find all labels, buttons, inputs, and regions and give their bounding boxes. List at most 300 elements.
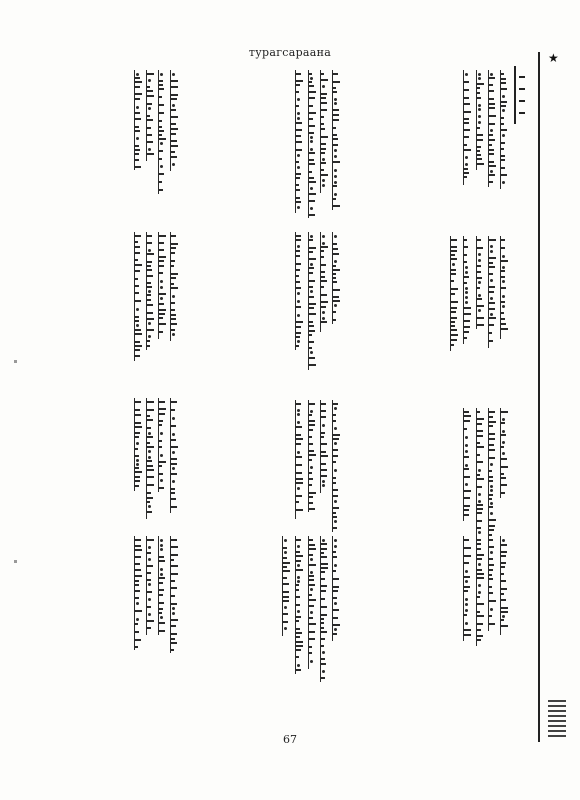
glyph-stroke [490, 313, 493, 316]
glyph-stroke [296, 478, 303, 480]
glyph-stroke [333, 449, 338, 451]
glyph-stroke [478, 469, 481, 472]
scan-mark [14, 360, 17, 363]
glyph-stroke [296, 189, 300, 191]
glyph-stroke [159, 420, 163, 422]
glyph-stroke [321, 256, 324, 258]
glyph-stroke [147, 476, 154, 478]
text-column [282, 536, 292, 636]
glyph-stroke [489, 564, 494, 566]
glyph-stroke [135, 575, 142, 577]
glyph-stroke [333, 489, 338, 491]
glyph-stroke [451, 250, 457, 252]
glyph-stroke [135, 414, 141, 416]
glyph-stroke [477, 127, 480, 129]
glyph-stroke [490, 512, 493, 515]
glyph-stroke [465, 464, 468, 467]
glyph-stroke [464, 456, 469, 458]
text-column [158, 536, 168, 635]
text-column [170, 398, 180, 513]
glyph-stroke [501, 611, 508, 613]
glyph-stroke [135, 590, 140, 592]
glyph-stroke [321, 152, 325, 154]
glyph-stroke [309, 420, 315, 422]
glyph-stroke [309, 539, 313, 541]
glyph-stroke [159, 473, 163, 475]
glyph-stroke [477, 504, 483, 506]
text-column [146, 232, 156, 350]
glyph-stroke [160, 573, 163, 576]
glyph-stroke [501, 588, 507, 590]
glyph-stroke [321, 169, 324, 171]
glyph-stroke [309, 286, 313, 288]
glyph-stroke [159, 150, 163, 152]
glyph-stroke [490, 551, 493, 554]
glyph-stroke [296, 321, 303, 323]
glyph-stroke [147, 565, 153, 567]
glyph-stroke [333, 482, 336, 484]
glyph-stroke [478, 493, 481, 496]
glyph-stroke [160, 479, 163, 482]
glyph-stroke [477, 573, 484, 575]
glyph-stroke [171, 565, 178, 567]
glyph-stroke [502, 539, 505, 542]
glyph-stroke [136, 459, 139, 462]
glyph-stroke [489, 539, 493, 541]
glyph-stroke [283, 570, 290, 572]
glyph-stroke [296, 255, 300, 257]
glyph-stroke [322, 651, 325, 654]
glyph-stroke [135, 145, 139, 147]
glyph-stroke [135, 639, 141, 641]
glyph-stroke [296, 239, 301, 241]
glyph-stroke [465, 603, 468, 606]
glyph-stroke [147, 90, 153, 92]
glyph-stroke [147, 552, 151, 554]
glyph-stroke [147, 415, 150, 417]
glyph-stroke [135, 333, 142, 335]
glyph-stroke [451, 307, 457, 309]
glyph-stroke [464, 246, 468, 248]
glyph-stroke [464, 539, 469, 541]
glyph-stroke [309, 652, 312, 654]
glyph-stroke [159, 440, 162, 442]
glyph-stroke [172, 467, 175, 470]
text-column [488, 536, 498, 631]
glyph-stroke [135, 584, 139, 586]
glyph-stroke [464, 320, 470, 322]
glyph-stroke [489, 257, 496, 259]
glyph-stroke [321, 658, 325, 660]
glyph-stroke [135, 292, 139, 294]
glyph-stroke [321, 563, 328, 565]
glyph-stroke [159, 120, 162, 122]
glyph-stroke [334, 407, 337, 410]
glyph-stroke [136, 618, 139, 621]
glyph-stroke [477, 569, 482, 571]
glyph-stroke [477, 508, 483, 510]
glyph-stroke [147, 141, 153, 143]
glyph-stroke [309, 414, 312, 416]
glyph-stroke [333, 119, 339, 121]
glyph-stroke [147, 492, 151, 494]
glyph-stroke [501, 129, 507, 131]
glyph-stroke [135, 98, 140, 100]
glyph-stroke [464, 97, 469, 99]
glyph-stroke [333, 434, 340, 436]
glyph-stroke [147, 318, 154, 320]
glyph-stroke [159, 424, 162, 426]
glyph-stroke [489, 273, 493, 275]
glyph-stroke [477, 247, 483, 249]
glyph-stroke [135, 300, 141, 302]
glyph-stroke [309, 272, 313, 274]
glyph-stroke [333, 311, 336, 313]
glyph-stroke [135, 77, 140, 79]
glyph-stroke [333, 609, 339, 611]
glyph-stroke [502, 181, 505, 184]
glyph-stroke [334, 193, 337, 196]
text-column [476, 236, 486, 329]
glyph-stroke [333, 438, 339, 440]
glyph-stroke [160, 297, 163, 300]
glyph-stroke [477, 461, 483, 463]
glyph-stroke [159, 560, 165, 562]
glyph-stroke [171, 506, 177, 508]
glyph-stroke [490, 489, 493, 492]
glyph-stroke [321, 469, 327, 471]
text-column [332, 400, 342, 532]
glyph-stroke [321, 93, 327, 95]
glyph-stroke [309, 502, 313, 504]
glyph-stroke [501, 82, 506, 84]
glyph-stroke [135, 126, 139, 128]
text-column [332, 536, 342, 641]
glyph-stroke [489, 103, 495, 105]
glyph-stroke [452, 263, 455, 266]
glyph-stroke [489, 480, 493, 482]
glyph-stroke [333, 461, 336, 463]
glyph-stroke [310, 290, 313, 293]
page-number: 67 [283, 733, 297, 746]
glyph-stroke [309, 617, 313, 619]
glyph-stroke [309, 171, 312, 173]
glyph-stroke [489, 266, 495, 268]
glyph-stroke [464, 307, 471, 309]
glyph-stroke [333, 590, 338, 592]
glyph-stroke [489, 98, 494, 100]
text-column [500, 70, 510, 189]
glyph-stroke [297, 545, 300, 548]
glyph-stroke [489, 546, 494, 548]
glyph-stroke [333, 269, 340, 271]
glyph-stroke [147, 286, 152, 288]
glyph-stroke [464, 411, 469, 413]
glyph-stroke [489, 291, 494, 293]
glyph-stroke [135, 471, 142, 473]
glyph-stroke [464, 103, 470, 105]
glyph-stroke [171, 580, 175, 582]
glyph-stroke [296, 177, 300, 179]
glyph-stroke [489, 317, 496, 319]
glyph-stroke [296, 122, 302, 124]
glyph-stroke [309, 631, 315, 633]
glyph-stroke [464, 428, 467, 430]
text-column [332, 232, 342, 324]
glyph-stroke [296, 669, 301, 671]
glyph-stroke [159, 303, 164, 305]
glyph-stroke [489, 134, 493, 136]
glyph-stroke [321, 143, 326, 145]
glyph-stroke [489, 600, 496, 602]
glyph-stroke [309, 330, 315, 332]
glyph-stroke [451, 288, 458, 290]
glyph-stroke [309, 459, 312, 461]
glyph-stroke [171, 273, 178, 275]
glyph-stroke [489, 558, 493, 560]
glyph-stroke [464, 555, 471, 557]
glyph-stroke [309, 424, 315, 426]
star-icon: ★ [548, 51, 559, 65]
glyph-stroke [501, 566, 505, 568]
glyph-stroke [309, 403, 315, 405]
glyph-stroke [135, 264, 142, 266]
glyph-stroke [309, 584, 315, 586]
glyph-stroke [464, 337, 467, 339]
glyph-stroke [296, 135, 301, 137]
glyph-stroke [477, 474, 480, 476]
glyph-stroke [464, 476, 470, 478]
glyph-stroke [309, 554, 313, 556]
glyph-stroke [171, 323, 177, 325]
glyph-stroke [321, 79, 328, 81]
glyph-stroke [309, 638, 315, 640]
glyph-stroke [490, 73, 493, 76]
text-column [158, 232, 168, 339]
glyph-stroke [296, 197, 300, 199]
glyph-stroke [321, 548, 327, 550]
glyph-stroke [135, 86, 140, 88]
glyph-stroke [321, 280, 327, 282]
glyph-stroke [171, 539, 177, 541]
glyph-stroke [489, 498, 492, 500]
glyph-stroke [172, 163, 175, 166]
glyph-stroke [333, 633, 337, 635]
glyph-stroke [465, 266, 468, 269]
glyph-stroke [334, 169, 337, 172]
glyph-stroke [160, 568, 163, 571]
glyph-stroke [309, 73, 312, 75]
glyph-stroke [478, 281, 481, 284]
glyph-stroke [171, 409, 175, 411]
glyph-stroke [171, 595, 175, 597]
scan-mark [14, 560, 17, 563]
glyph-stroke [464, 420, 470, 422]
glyph-stroke [171, 314, 176, 316]
glyph-stroke [501, 155, 505, 157]
glyph-stroke [451, 317, 457, 319]
glyph-stroke [322, 670, 325, 673]
glyph-stroke [464, 326, 470, 328]
glyph-stroke [159, 309, 166, 311]
glyph-stroke [451, 269, 456, 271]
glyph-stroke [465, 287, 468, 290]
glyph-stroke [321, 264, 326, 266]
glyph-stroke [477, 639, 481, 641]
glyph-stroke [464, 129, 470, 131]
glyph-stroke [451, 273, 456, 275]
glyph-stroke [477, 623, 483, 625]
glyph-stroke [296, 326, 301, 328]
glyph-stroke [171, 401, 177, 403]
glyph-stroke [464, 505, 470, 507]
glyph-stroke [135, 480, 140, 482]
glyph-stroke [464, 614, 467, 616]
glyph-stroke [147, 446, 154, 448]
glyph-stroke [477, 520, 482, 522]
glyph-stroke [171, 546, 178, 548]
glyph-stroke [490, 170, 493, 173]
glyph-stroke [501, 159, 505, 161]
glyph-stroke [333, 205, 340, 207]
glyph-stroke [148, 432, 151, 435]
glyph-stroke [490, 608, 493, 611]
glyph-stroke [159, 589, 164, 591]
glyph-stroke [465, 301, 468, 304]
glyph-stroke [147, 115, 150, 117]
glyph-stroke [310, 263, 313, 266]
glyph-stroke [159, 608, 163, 610]
glyph-stroke [310, 571, 313, 574]
glyph-stroke [333, 198, 336, 200]
glyph-stroke [135, 539, 141, 541]
glyph-stroke [321, 301, 328, 303]
glyph-stroke [147, 261, 152, 263]
glyph-stroke [501, 167, 505, 169]
glyph-stroke [489, 161, 494, 163]
glyph-stroke [489, 425, 493, 427]
glyph-stroke [489, 457, 495, 459]
glyph-stroke [159, 130, 164, 132]
glyph-stroke [489, 476, 493, 478]
glyph-stroke [148, 598, 151, 601]
glyph-stroke [135, 81, 142, 83]
glyph-stroke [334, 304, 337, 307]
glyph-stroke [333, 624, 340, 626]
glyph-stroke [296, 656, 299, 658]
glyph-stroke [296, 589, 299, 591]
glyph-stroke [477, 87, 480, 89]
glyph-stroke [321, 162, 326, 164]
text-column [463, 536, 473, 641]
glyph-stroke [309, 125, 315, 127]
glyph-stroke [171, 128, 178, 130]
glyph-stroke [477, 146, 481, 148]
glyph-stroke [489, 433, 495, 435]
glyph-stroke [160, 548, 163, 551]
glyph-stroke [489, 262, 493, 264]
glyph-stroke [501, 625, 508, 627]
glyph-stroke [501, 484, 507, 486]
glyph-stroke [465, 291, 468, 294]
glyph-stroke [321, 590, 326, 592]
glyph-stroke [321, 250, 324, 252]
glyph-stroke [501, 78, 506, 80]
text-column [308, 232, 318, 370]
glyph-stroke [309, 605, 314, 607]
glyph-stroke [321, 271, 325, 273]
glyph-stroke [159, 487, 164, 489]
glyph-stroke [321, 552, 324, 554]
glyph-stroke [309, 159, 314, 161]
glyph-stroke [309, 152, 315, 154]
glyph-stroke [489, 77, 495, 79]
glyph-stroke [501, 580, 506, 582]
glyph-stroke [478, 104, 481, 107]
glyph-stroke [309, 492, 316, 494]
glyph-stroke [309, 436, 312, 438]
glyph-stroke [296, 604, 300, 606]
glyph-stroke [171, 633, 177, 635]
glyph-stroke [478, 121, 481, 124]
glyph-stroke [309, 251, 313, 253]
glyph-stroke [490, 129, 493, 132]
glyph-stroke [333, 273, 336, 275]
glyph-stroke [296, 569, 303, 571]
text-column [134, 536, 144, 650]
glyph-stroke [502, 266, 505, 269]
glyph-stroke [147, 345, 150, 347]
glyph-stroke [309, 313, 316, 315]
glyph-stroke [477, 611, 480, 613]
glyph-stroke [478, 584, 481, 587]
glyph-stroke [489, 181, 493, 183]
glyph-stroke [309, 177, 314, 179]
glyph-stroke [309, 564, 316, 566]
glyph-stroke [159, 461, 166, 463]
glyph-stroke [334, 260, 337, 263]
glyph-stroke [296, 84, 300, 86]
glyph-stroke [501, 555, 506, 557]
glyph-stroke [296, 596, 300, 598]
glyph-stroke [309, 193, 316, 195]
glyph-stroke [501, 270, 505, 272]
glyph-stroke [148, 249, 151, 252]
text-column [488, 236, 498, 348]
glyph-stroke [478, 294, 481, 297]
glyph-stroke [477, 435, 483, 437]
glyph-stroke [477, 548, 481, 550]
glyph-stroke [489, 165, 496, 167]
glyph-stroke [334, 602, 337, 605]
text-column [320, 232, 330, 332]
glyph-stroke [321, 614, 327, 616]
glyph-stroke [465, 450, 468, 453]
glyph-stroke [171, 140, 177, 142]
glyph-stroke [489, 494, 493, 496]
glyph-stroke [477, 430, 483, 432]
glyph-stroke [309, 307, 314, 309]
glyph-stroke [159, 413, 165, 415]
glyph-stroke [159, 612, 162, 614]
glyph-stroke [322, 480, 325, 483]
glyph-stroke [501, 323, 506, 325]
glyph-stroke [501, 117, 504, 119]
glyph-stroke [501, 260, 508, 262]
glyph-stroke [321, 631, 327, 633]
glyph-stroke [171, 94, 178, 96]
glyph-stroke [477, 83, 484, 85]
